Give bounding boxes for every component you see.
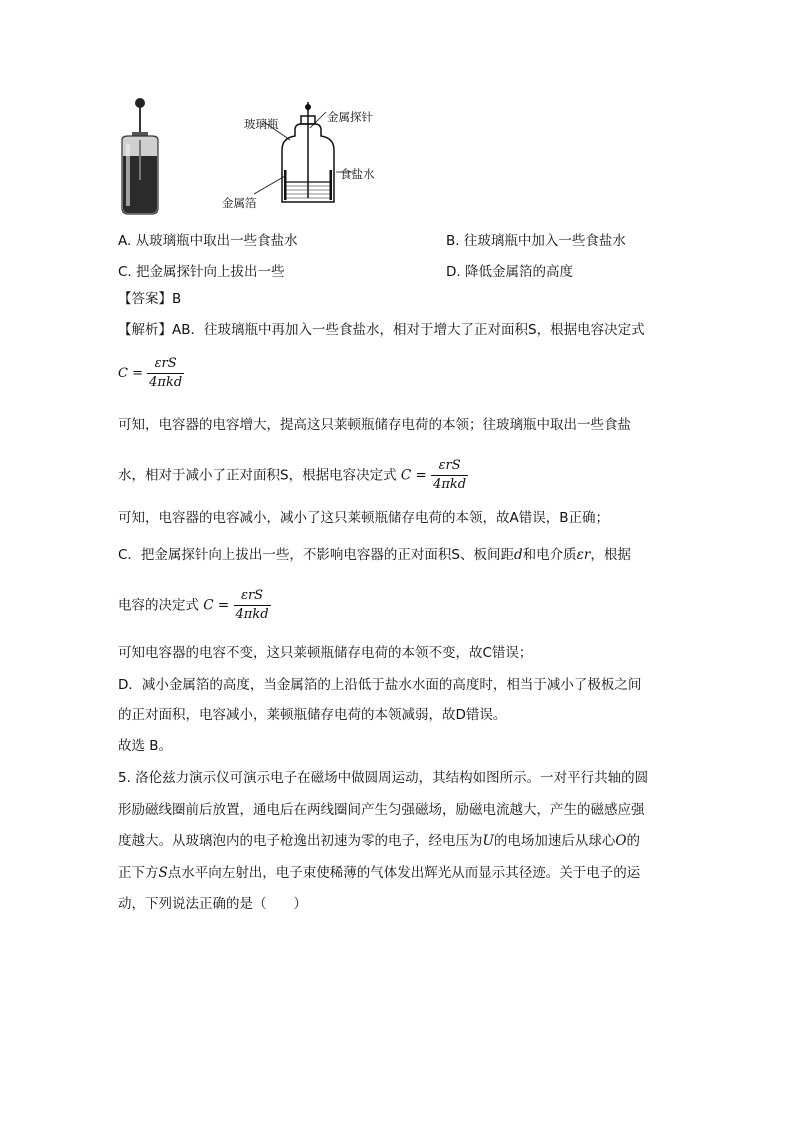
analysis-line-5b: 和电介质: [522, 547, 577, 563]
formula-numerator-2: εrS: [431, 458, 468, 476]
analysis-line-1: 【解析】AB．往玻璃瓶中再加入一些食盐水，相对于增大了正对面积S，根据电容决定式: [118, 322, 645, 338]
formula-fraction-3: [234, 588, 271, 623]
question-5-line-4: [118, 863, 640, 883]
formula-denominator: 4πkd: [149, 375, 183, 390]
analysis-line-10: 故选 B。: [118, 738, 173, 754]
question-5-line-3b: 的电场加速后从球心: [493, 833, 616, 849]
formula-denominator-3: 4πkd: [235, 607, 269, 622]
question-5-line-2: 形励磁线圈前后放置，通电后在两线圈间产生匀强磁场，励磁电流越大，产生的磁感应强: [118, 802, 645, 818]
formula-capacitance-1: [118, 356, 184, 391]
analysis-line-4: 可知，电容器的电容减小，减小了这只莱顿瓶储存电荷的本领，故A错误，B正确；: [118, 510, 609, 526]
analysis-line-2: 可知，电容器的电容增大，提高这只莱顿瓶储存电荷的本领；往玻璃瓶中取出一些食盐: [118, 417, 631, 433]
analysis-line-5: [118, 545, 631, 565]
question-5-line-4b: 点水平向左射出，电子束使稀薄的气体发出辉光从而显示其径迹。关于电子的运: [167, 865, 641, 881]
formula-lhs-2: C =: [400, 467, 427, 484]
option-c: C. 把金属探针向上拔出一些: [118, 264, 285, 280]
formula-lhs-3: C =: [203, 597, 230, 614]
analysis-line-7: 可知电容器的电容不变，这只莱顿瓶储存电荷的本领不变，故C错误；: [118, 645, 533, 661]
leyden-jar-photo: [118, 96, 162, 216]
formula-numerator: εrS: [147, 356, 184, 374]
formula-lhs: C =: [118, 366, 143, 381]
question-5-line-3c: 的: [626, 833, 640, 849]
question-5-line-5: 动，下列说法正确的是（ ）: [118, 896, 307, 912]
formula-denominator-2: 4πkd: [433, 477, 467, 492]
label-glass-bottle: 玻璃瓶: [244, 117, 279, 131]
label-salt-water: 食盐水: [340, 167, 375, 181]
symbol-o: O: [615, 833, 627, 849]
option-b: B. 往玻璃瓶中加入一些食盐水: [446, 233, 626, 249]
analysis-line-9: 的正对面积，电容减小，莱顿瓶储存电荷的本领减弱，故D错误。: [118, 707, 507, 723]
analysis-line-3-wrap: [118, 458, 468, 493]
question-5-line-1: 5. 洛伦兹力演示仪可演示电子在磁场中做圆周运动，其结构如图所示。一对平行共轴的圆: [118, 770, 649, 786]
analysis-line-3: 水，相对于减小了正对面积S，根据电容决定式: [118, 467, 397, 484]
analysis-line-5a: C．把金属探针向上拔出一些，不影响电容器的正对面积S、板间距: [118, 547, 514, 563]
formula-numerator-3: εrS: [234, 588, 271, 606]
figure-area: [118, 96, 418, 220]
analysis-line-5c: ，根据: [590, 547, 631, 563]
analysis-line-8: D．减小金属箔的高度，当金属箔的上沿低于盐水水面的高度时，相当于减小了极板之间: [118, 677, 642, 693]
question-5-line-4a: 正下方: [118, 865, 159, 881]
symbol-d: d: [514, 547, 523, 563]
symbol-u: U: [482, 833, 494, 849]
label-metal-probe: 金属探针: [327, 110, 373, 124]
option-a: A. 从玻璃瓶中取出一些食盐水: [118, 233, 298, 249]
formula-fraction-2: [431, 458, 468, 493]
symbol-epsilon-r: εr: [576, 547, 591, 563]
answer-line: 【答案】B: [118, 291, 182, 307]
formula-fraction: [147, 356, 184, 391]
question-5-line-3: [118, 831, 640, 851]
question-5-line-3a: 度越大。从玻璃泡内的电子枪逸出初速为零的电子，经电压为: [118, 833, 483, 849]
analysis-line-6-wrap: [118, 588, 271, 623]
option-d: D. 降低金属箔的高度: [446, 264, 573, 280]
symbol-s: S: [158, 865, 168, 881]
label-metal-foil: 金属箔: [222, 196, 257, 210]
analysis-line-6: 电容的决定式: [118, 597, 199, 614]
